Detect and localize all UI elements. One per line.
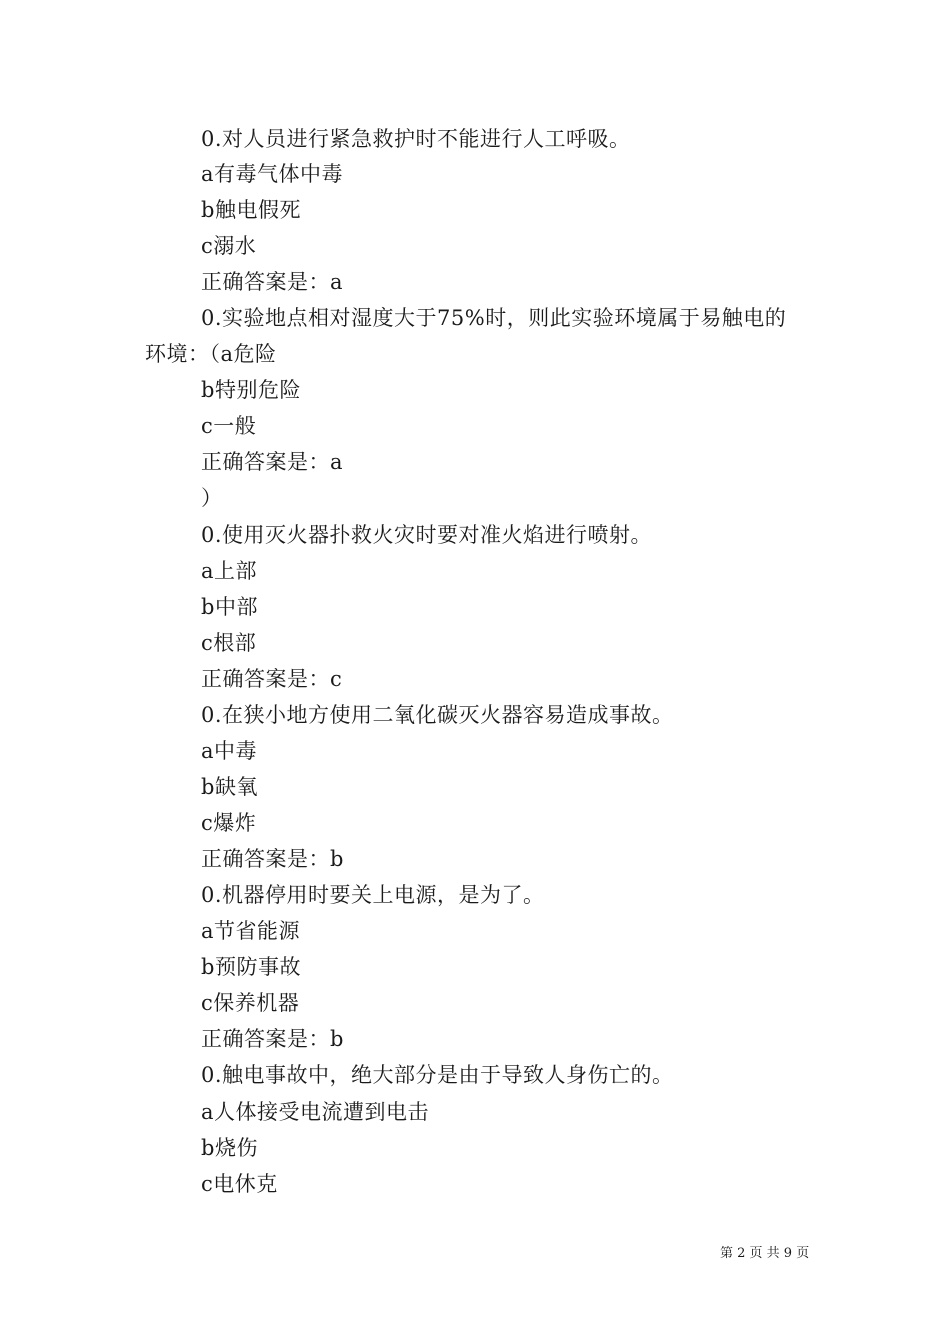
question-5-text: 0.机器停用时要关上电源，是为了。: [201, 883, 545, 907]
question-4-text: 0.在狭小地方使用二氧化碳灭火器容易造成事故。: [201, 703, 674, 727]
question-1-text: 0.对人员进行紧急救护时不能进行人工呼吸。: [201, 127, 631, 151]
question-3-text: 0.使用灭火器扑救火灾时要对准火焰进行喷射。: [201, 523, 653, 547]
question-5-option-a: a节省能源: [201, 919, 301, 943]
question-1-answer: 正确答案是：a: [201, 270, 344, 294]
question-6-text: 0.触电事故中，绝大部分是由于导致人身伤亡的。: [201, 1063, 674, 1087]
question-5-option-c: c保养机器: [201, 991, 300, 1015]
page-number-footer: 第 2 页 共 9 页: [720, 1246, 810, 1261]
question-5-option-b: b预防事故: [201, 955, 301, 979]
question-4-option-c: c爆炸: [201, 811, 257, 835]
question-1-option-b: b触电假死: [201, 198, 301, 222]
question-1-option-a: a有毒气体中毒: [201, 162, 344, 186]
question-3-option-b: b中部: [201, 595, 258, 619]
question-2-text-continued: 环境：（a危险: [145, 342, 277, 366]
question-3-option-a: a上部: [201, 559, 258, 583]
question-2-answer: 正确答案是：a: [201, 450, 344, 474]
question-1-option-c: c溺水: [201, 234, 257, 258]
question-6-option-b: b烧伤: [201, 1136, 258, 1160]
question-2-option-c: c一般: [201, 414, 257, 438]
question-4-option-b: b缺氧: [201, 775, 258, 799]
question-2-option-b: b特别危险: [201, 378, 301, 402]
question-3-answer: 正确答案是：c: [201, 667, 343, 691]
question-2-closing-paren: ）: [201, 486, 223, 510]
question-5-answer: 正确答案是：b: [201, 1027, 344, 1051]
question-6-option-a: a人体接受电流遭到电击: [201, 1100, 430, 1124]
question-3-option-c: c根部: [201, 631, 257, 655]
question-2-text: 0.实验地点相对湿度大于75%时，则此实验环境属于易触电的: [201, 306, 787, 330]
question-4-answer: 正确答案是：b: [201, 847, 344, 871]
question-4-option-a: a中毒: [201, 739, 258, 763]
question-6-option-c: c电休克: [201, 1172, 278, 1196]
